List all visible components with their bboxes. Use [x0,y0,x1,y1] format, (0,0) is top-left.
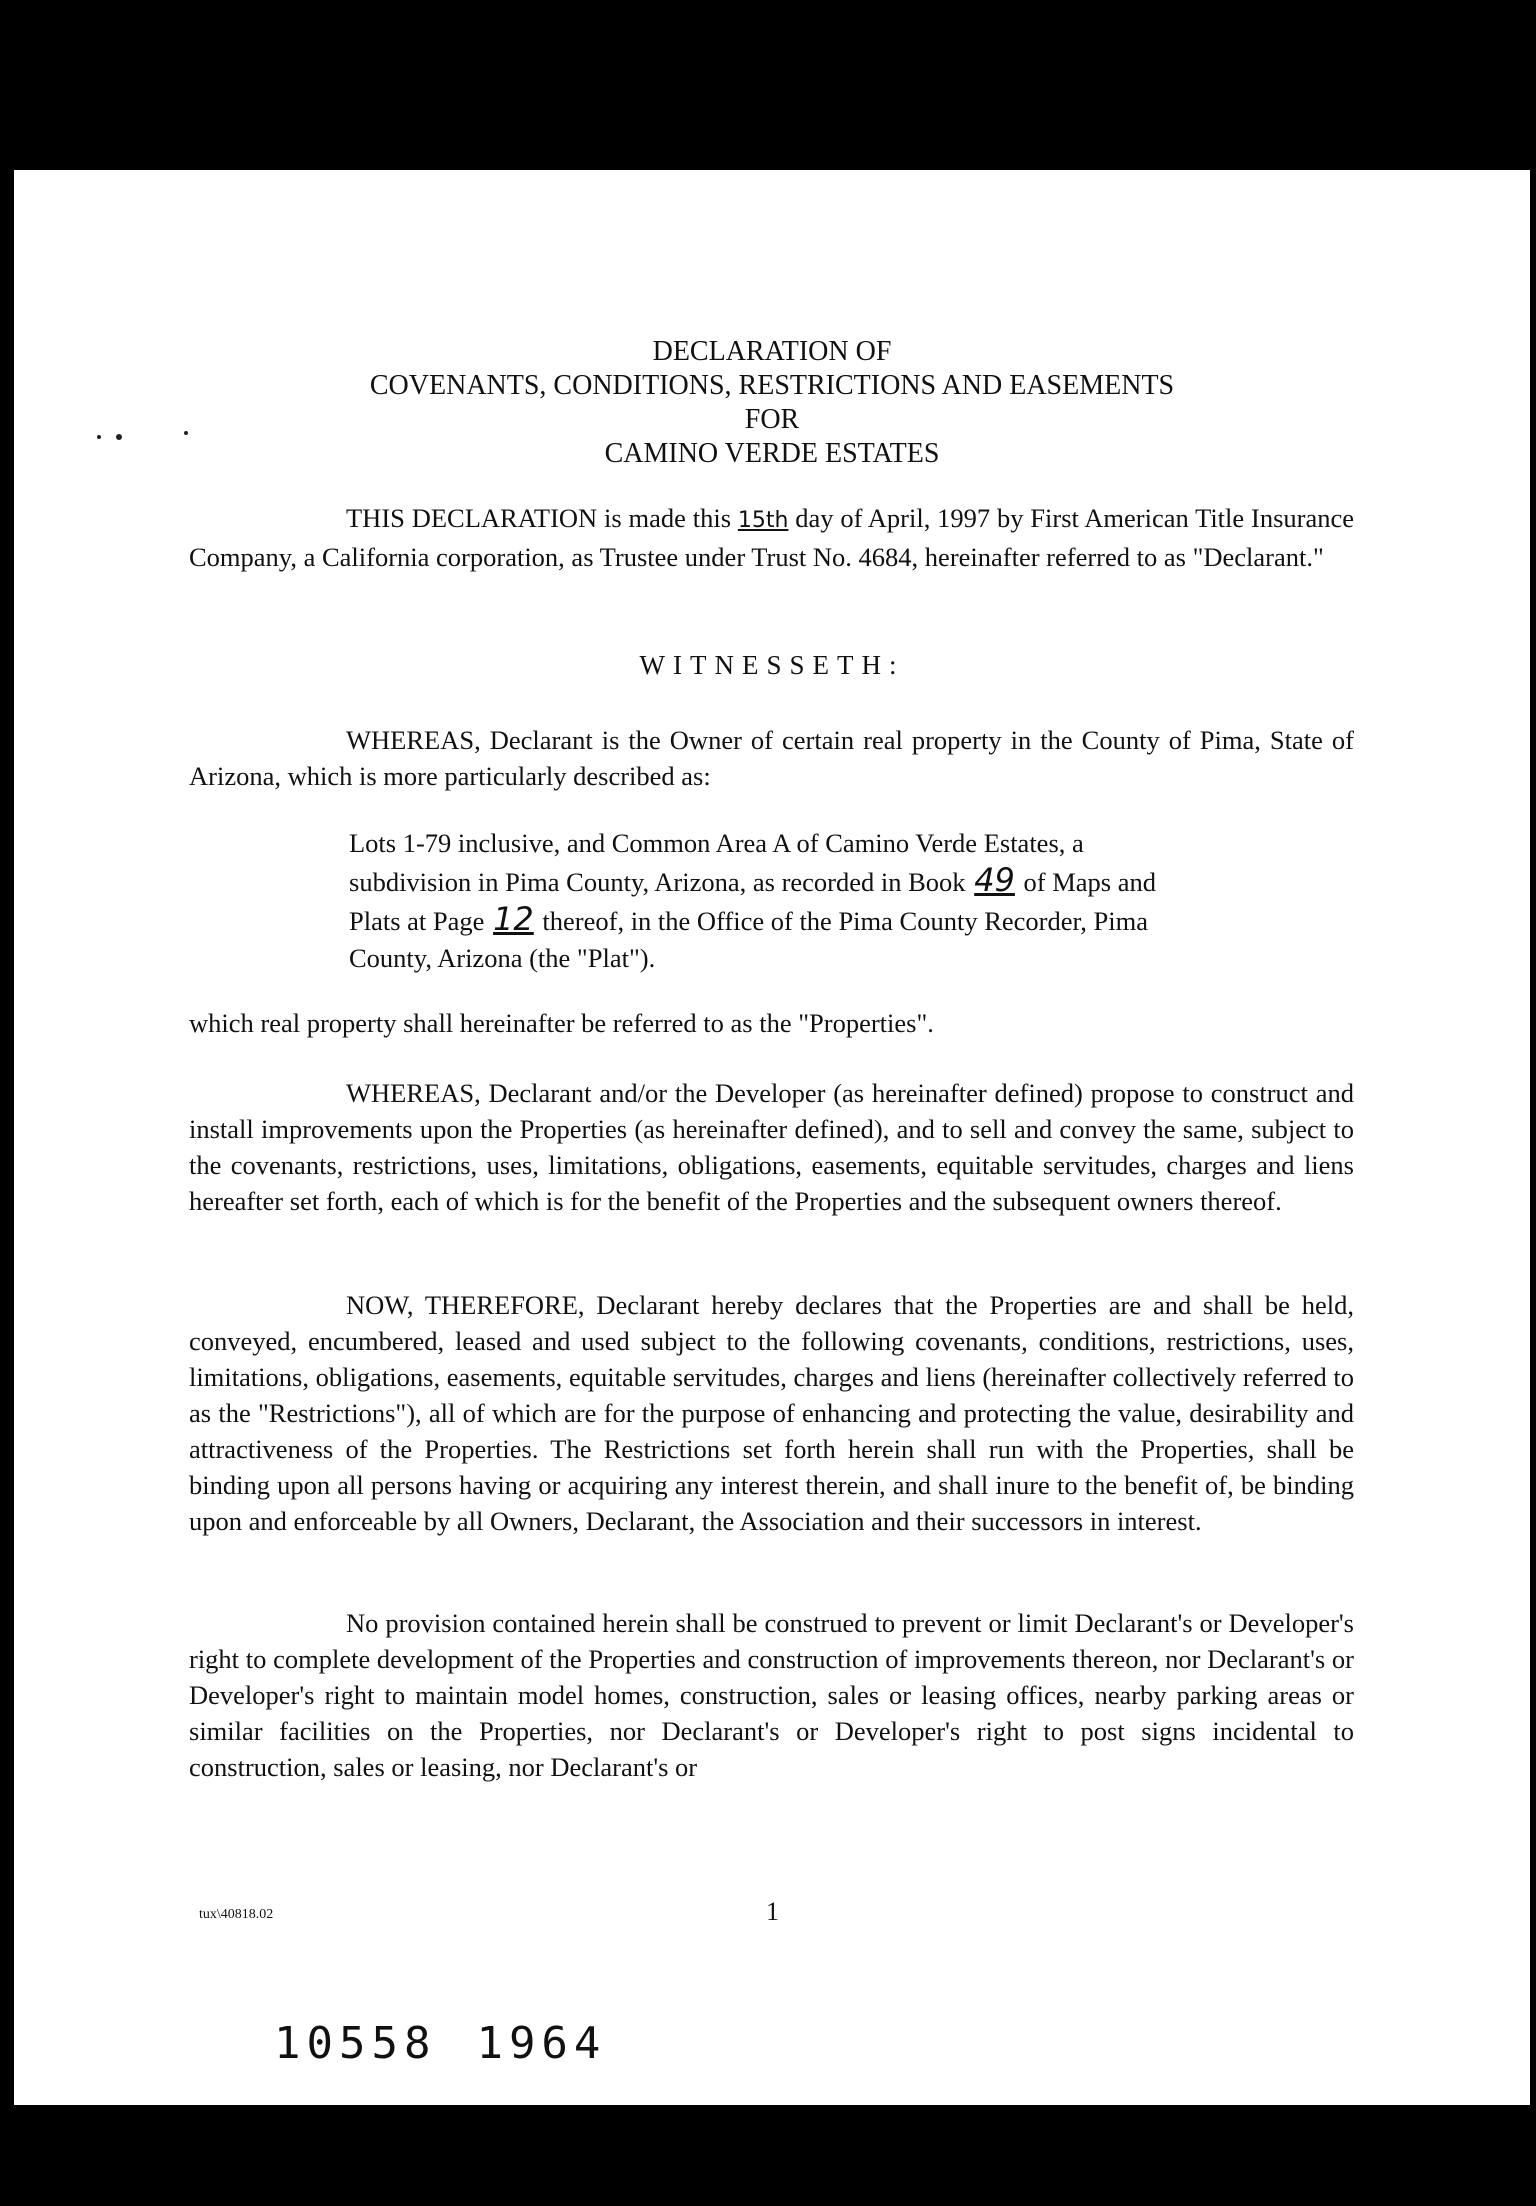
title-line: CAMINO VERDE ESTATES [604,438,940,469]
handwritten-page: 12 [493,900,534,938]
intro-paragraph [189,500,1354,575]
intro-text-rest: day of April, 1997 by First American Title Insurance Company, a California corporation, as Trustee under Trust No. 4684, hereinafter referred to as "Declarant." [189,503,1354,572]
document-page [14,170,1530,2105]
legal-description [349,825,1209,977]
legal-text: Lots 1-79 inclusive, and Common Area A of Camino Verde Estates, a subdivision in Pima County, Arizona, as recorded in Book [349,828,1084,897]
page-number: 1 [766,1897,779,1926]
no-provision-paragraph: No provision contained herein shall be construed to prevent or limit Declarant's or Developer's right to complete development of the Properties and construction of improvements thereon, nor Declarant's or Developer's right to maintain model homes, construction, sales or leasing offices, nearby parking areas or similar facilities on the Properties, nor Declarant's or Developer's right to post signs incidental to construction, sales or leasing, nor Declarant's or [189,1608,1354,1782]
title-line: COVENANTS, CONDITIONS, RESTRICTIONS AND EASEMENTS [369,370,1175,401]
stamp-page: 1964 [476,2018,607,2069]
file-code: tux\40818.02 [199,1907,274,1922]
document-title [14,335,1530,471]
stamp-docket: 10558 [274,2018,437,2069]
properties-line: which real property shall hereinafter be referred to as the "Properties". [189,1008,934,1038]
handwritten-day: 15th [737,508,789,533]
legal-text: of Maps and Plats at Page [349,867,1157,936]
witnesseth-heading: WITNESSETH: [639,650,905,680]
intro-text: THIS DECLARATION is made this [346,503,738,533]
recording-stamp [274,2018,646,2069]
title-line: FOR [744,404,800,435]
whereas-paragraph-1: WHEREAS, Declarant is the Owner of certain real property in the County of Pima, State of Arizona, which is more particularly described as: [189,725,1354,791]
whereas-paragraph-2: WHEREAS, Declarant and/or the Developer (as hereinafter defined) propose to construct and install improvements upon the Properties (as hereinafter defined), and to sell and convey the same, subject to the covenants, restrictions, uses, limitations, obligations, easements, equitable servitudes, charges and liens hereafter set forth, each of which is for the benefit of the Properties and the subsequent owners thereof. [189,1078,1354,1216]
title-line: DECLARATION OF [652,336,892,367]
handwritten-book: 49 [974,861,1015,899]
scan-edge [830,140,1536,148]
now-therefore-paragraph: NOW, THEREFORE, Declarant hereby declares that the Properties are and shall be held, conveyed, encumbered, leased and used subject to the following covenants, conditions, restrictions, uses, limitations, obligations, easements, equitable servitudes, charges and liens (hereinafter collectively referred to as the "Restrictions"), all of which are for the purpose of enhancing and protecting the value, desirability and attractiveness of the Properties. The Restrictions set forth herein shall run with the Properties, shall be binding upon all persons having or acquiring any interest therein, and shall inure to the benefit of, be binding upon and enforceable by all Owners, Declarant, the Association and their successors in interest. [189,1290,1354,1536]
legal-text: thereof, in the Office of the Pima County Recorder, Pima County, Arizona (the "Plat"). [349,906,1148,973]
